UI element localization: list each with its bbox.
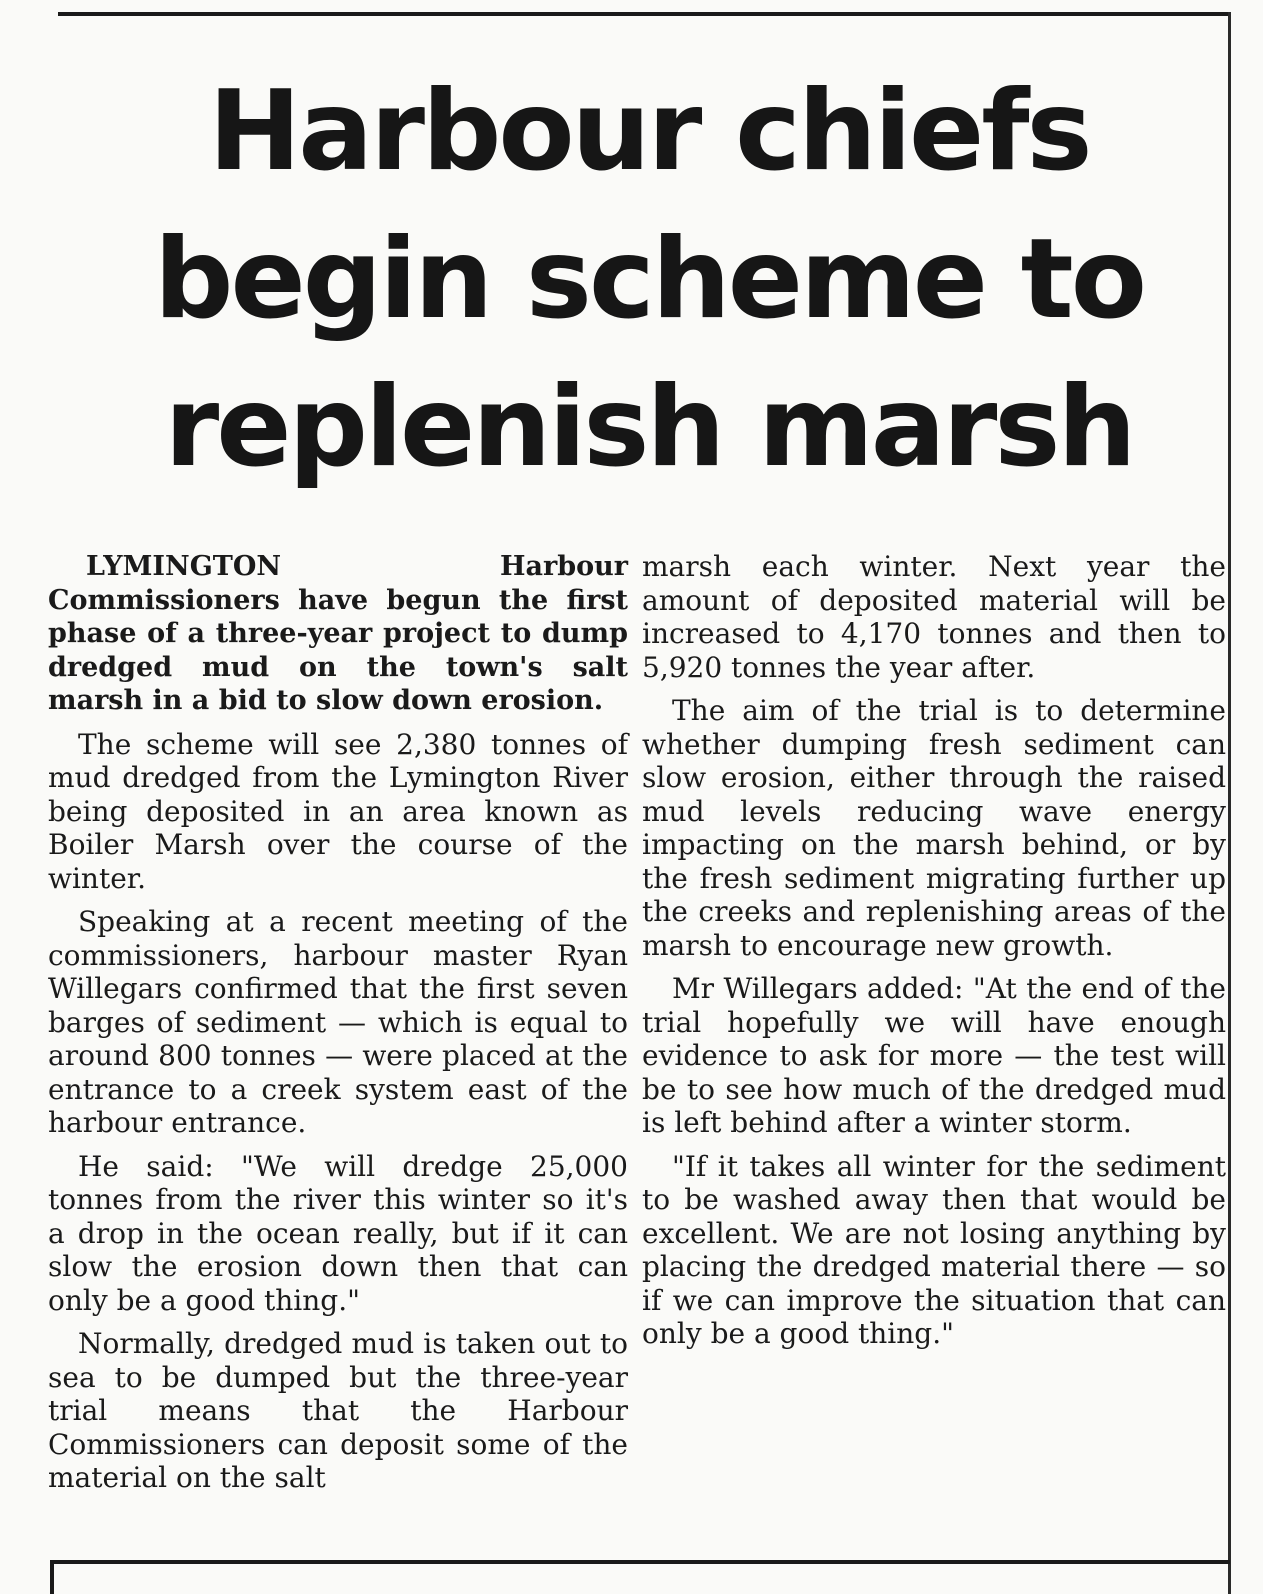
headline-line-2: begin scheme to	[154, 215, 1144, 344]
article-column-right	[642, 550, 1226, 1361]
headline-line-3: replenish marsh	[164, 363, 1134, 492]
article-column-left	[48, 550, 628, 1505]
article-paragraph-6: Mr Willegars added: "At the end of the trial hopefully we will have enough evidence to ask for more — the test will be to see how much of the dredged mud is left behind after a winter storm.	[642, 972, 1226, 1139]
article-paragraph-4-start: Normally, dredged mud is taken out to sea to be dumped but the three-year trial means that the Harbour Commissioners can deposit some of the material on the salt	[48, 1327, 628, 1494]
bottom-border-rule	[50, 1560, 1230, 1564]
article-paragraph-3: He said: "We will dredge 25,000 tonnes from the river this winter so it's a drop in the ocean really, but if it can slow the erosion down then that can only be a good thing."	[48, 1149, 628, 1317]
article-paragraph-4-continued: marsh each winter. Next year the amount of deposited material will be increased to 4,170 tonnes and then to 5,920 tonnes the year after.	[642, 550, 1226, 684]
top-border-rule	[58, 12, 1230, 16]
headline-line-1: Harbour chiefs	[208, 67, 1090, 196]
headline	[84, 58, 1214, 502]
article-paragraph-7: "If it takes all winter for the sediment to be washed away then that would be excellent. We are not losing anything by placing the dredged material there — so if we can improve the situation that can only be a good thing."	[642, 1149, 1226, 1350]
right-border-rule	[1228, 12, 1231, 1594]
article-paragraph-1: The scheme will see 2,380 tonnes of mud dredged from the Lymington River being deposited in an area known as Boiler Marsh over the course of the winter.	[48, 727, 628, 895]
article-lead-paragraph: LYMINGTON Harbour Commissioners have begun the first phase of a three-year project to dump dredged mud on the town's salt marsh in a bid to slow down erosion.	[48, 551, 628, 716]
bottom-box-corner	[50, 1560, 54, 1594]
article-paragraph-5: The aim of the trial is to determine whether dumping fresh sediment can slow erosion, either through the raised mud levels reducing wave energy impacting on the marsh behind, or by the fresh sediment migrating further up the creeks and replenishing areas of the marsh to encourage new growth.	[642, 694, 1226, 962]
article-paragraph-2: Speaking at a recent meeting of the commissioners, harbour master Ryan Willegars confirmed that the first seven barges of sediment — which is equal to around 800 tonnes — were placed at the entrance to a creek system east of the harbour entrance.	[48, 905, 628, 1139]
